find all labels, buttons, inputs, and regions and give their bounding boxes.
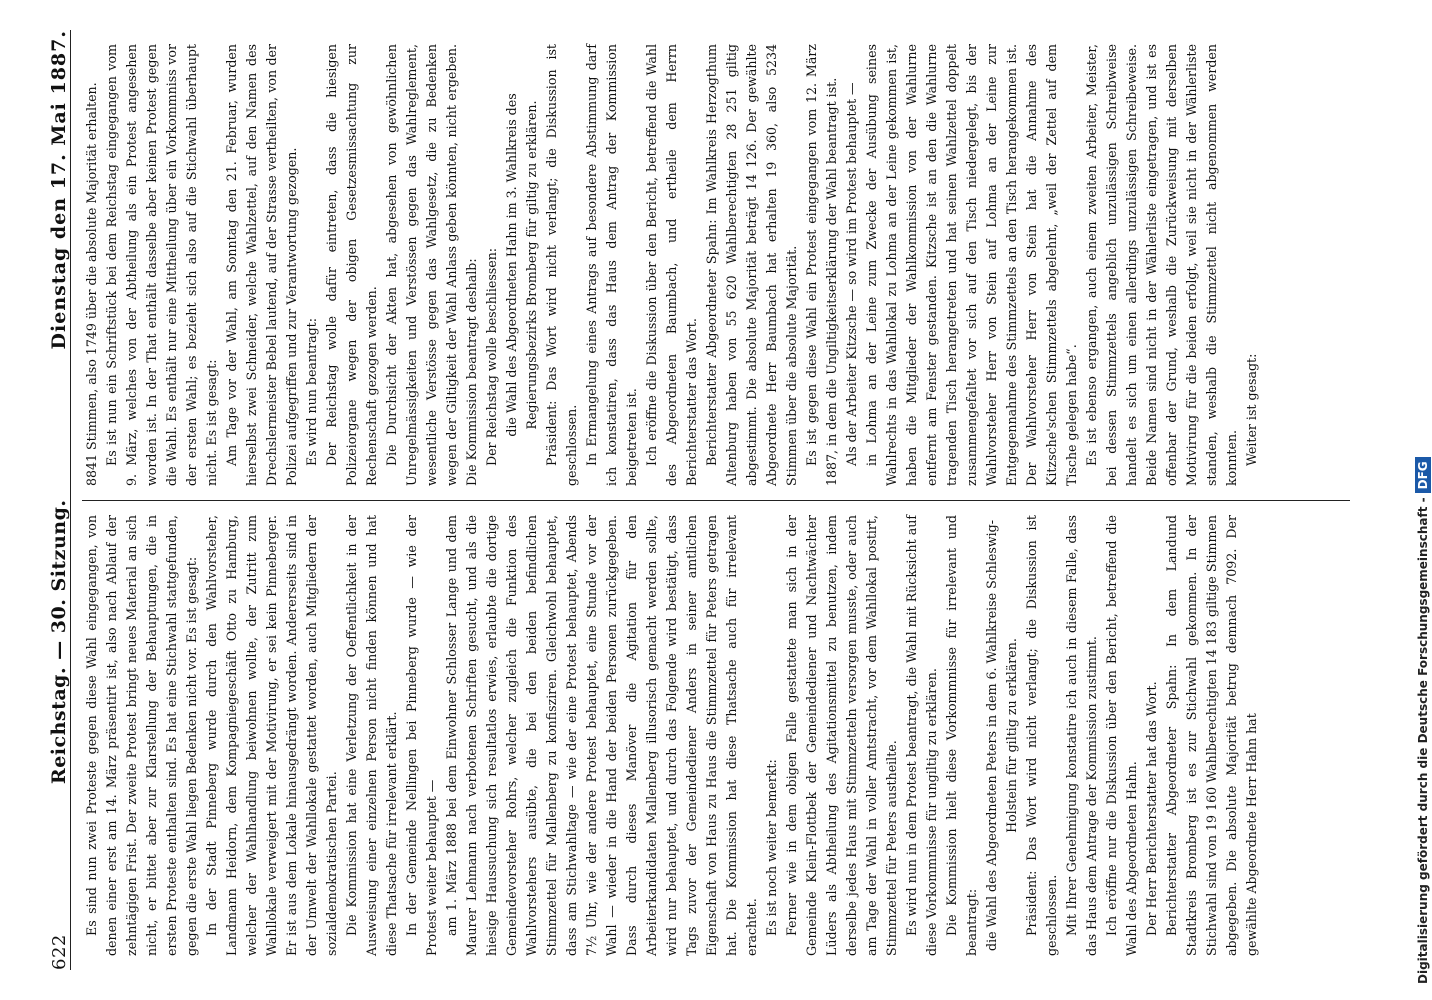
paragraph: Es ist ebenso ergangen, auch einem zweiten Arbeiter, Meister, bei dessen Stimmzettels angeblich unzulässigen Schreibweise handelt es sich um einen allerdings unzulässigen Schreibeweise. Beide Namen sind nicht in der Wählerliste eingetragen, und ist es offenbar der Grund, weshalb die Zurückweisung mit derselben Motivirung für die beiden erfolgt, weil sie nicht in der Wählerliste standen, weshalb die Stimmzettel nicht abgenommen werden konnten. [1084, 44, 1239, 486]
paragraph: Es sind nun zwei Proteste gegen diese Wahl eingegangen, von denen einer erst am 14. März präsentirt ist, also nach Ablauf der zehntägigen Frist. Der zweite Protest bringt neues Material an sich nicht, er bittet aber zur Klarstellung der Behauptungen, die in ersten Proteste enthalten sind. Es hat eine Stichwahl stattgefunden, gegen die erste Wahl liegen Bedenken nicht vor. Es ist gesagt: [84, 515, 199, 956]
paragraph: In der Stadt Pinneberg wurde durch den Wahlvorsteher, Landmann Heidorn, dem Kompagniegeschäft Otto zu Hamburg, welcher der Wahlhandlung beiwohnen wollte, der Zutritt zum Wahllokale verweigert mit der Motivirung, er sei kein Pinneberger. Er ist aus dem Lokale hinausgedrängt worden. Andererseits sind in der Umwelt der Wahllokale gestattet worden, auch Mitgliedern der sozialdemokratischen Partei. [204, 515, 339, 956]
page-date: Dienstag den 17. Mai 1887. [48, 30, 70, 350]
paragraph: 8841 Stimmen, also 1749 über die absolute Majorität erhalten. [84, 82, 99, 486]
page-header [32, 30, 71, 970]
paragraph: Es ist noch weiter bemerkt: [764, 759, 779, 936]
page-number: 622 [49, 934, 70, 970]
left-column [82, 500, 1350, 970]
paragraph: Berichterstatter Abgeordneter Spahn: Im Wahlkreis Herzogthum Altenburg haben von 55 620 Wahlberechtigten 28 251 giltig abgestimmt. Die absolute Majorität beträgt 14 126. Der gewählte Abgeordnete Herr Baumbach hat erhalten 19 360, also 5234 Stimmen über die absolute Majorität. [704, 44, 799, 486]
paragraph: Es ist gegen diese Wahl ein Protest eingegangen vom 12. März 1887, in dem die Ungiltigkeitserklärung der Wahl beantragt ist. [804, 44, 839, 486]
paragraph: die Wahl des Abgeordneten Peters in dem 6. Wahlkreise Schleswig-Holstein für giltig zu erklären. [984, 520, 1019, 951]
dfg-logo: DFG [1415, 457, 1431, 493]
paragraph: Am Tage vor der Wahl, am Sonntag den 21. Februar, wurden hierselbst zwei Schneider, welche Wahlzettel, auf den Namen des Drechslermeister Bebel lautend, auf der Strasse vertheilten, von der Polizei aufgegriffen und zur Verantwortung gezogen. [224, 44, 299, 486]
paragraph: die Wahl des Abgeordneten Hahn im 3. Wahlkreis des Regierungsbezirks Bromberg für giltig zu erklären. [504, 93, 539, 437]
paragraph: Der Reichstag wolle beschliessen: [484, 247, 499, 466]
paragraph: Berichterstatter Abgeordneter Spahn: In dem Landund Stadtkreis Bromberg ist es zur Stichwahl gekommen. In der Stichwahl sind von 19 160 Wahlberechtigten 14 183 giltige Stimmen abgegeben. Die absolute Majorität betrug demnach 7092. Der gewählte Abgeordnete Herr Hahn hat [1164, 515, 1259, 956]
right-column [82, 30, 1350, 500]
paragraph: in Lohma an der Leine zum Zwecke der Ausübung seines Wahlrechts in das Wahllokal zu Lohma an der Leine gekommen ist, haben die Mitglieder der Wahlkommission von der Wahlurne entfernt am Fenster gestanden. Kitzsche ist an den die Wahlurne tragenden Tisch herangetreten und hat seinen Wahlzettel doppelt zusammengefaltet vor sich auf den Tisch niedergelegt, bis der Wahlvorsteher Herr von Stein auf Lohma an der Leine zur Entgegennahme des Stimmzettels an den Tisch herangekommen ist. Der Wahlvorsteher Herr von Stein hat die Annahme des Kitzsche'schen Stimmzettels abgelehnt, „weil der Zettel auf dem Tische gelegen habe“. [864, 44, 1079, 486]
paragraph: Weiter ist gesagt: [1244, 353, 1259, 466]
paragraph: Ferner wie in dem obigen Falle gestattete man sich in der Gemeinde Klein-Flottbek der Gemeindediener und Nachtwächter Lüders als Abtheilung des Agitationsmittel zu benutzen, indem derselbe jedes Haus mit Stimmzetteln versorgen musste, oder auch am Tage der Wahl in voller Amtstracht, vor dem Wahllokal postirt, Stimmzettel für Peters austheilte. [784, 515, 899, 956]
paragraph: In der Gemeinde Nellingen bei Pinneberg wurde — wie der Protest weiter behauptet — [404, 515, 439, 956]
paragraph: Ich eröffne nur die Diskussion über den Bericht, betreffend die Wahl des Abgeordneten Hahn. [1104, 515, 1139, 956]
paragraph: Die Kommission hielt diese Vorkommnisse für irrelevant und beantragt: [944, 515, 979, 956]
paragraph: Es ist nun ein Schriftstück bei dem Reichstag eingegangen vom 9. März, welches von der Abtheilung als ein Protest angesehen worden ist. In der That enthält dasselbe aber keinen Protest gegen die Wahl. Es enthält nur eine Mittheilung über ein Vorkommniss vor der ersten Wahl; es bezieht sich also auf die Stichwahl überhaupt nicht. Es ist gesagt: [104, 44, 219, 486]
paragraph: Es wird nun in dem Protest beantragt, die Wahl mit Rücksicht auf diese Vorkommnisse für ungiltig zu erklären. [904, 515, 939, 956]
paragraph: Ich eröffne die Diskussion über den Bericht, betreffend die Wahl des Abgeordneten Baumbach, und ertheile dem Herrn Berichterstatter das Wort. [644, 44, 699, 486]
paragraph-president: Präsident: Das Wort wird nicht verlangt; die Diskussion ist geschlossen. [1024, 515, 1059, 956]
paragraph-president: Präsident: Das Wort wird nicht verlangt; die Diskussion ist geschlossen. [544, 44, 579, 486]
paragraph: In Ermangelung eines Antrags auf besondere Abstimmung darf ich konstatiren, dass das Haus dem Antrag der Kommission beigetreten ist. [584, 44, 639, 486]
page-title: Reichstag. — 30. Sitzung. [48, 499, 70, 785]
paragraph: Mit Ihrer Genehmigung konstatire ich auch in diesem Falle, dass das Haus dem Antrage der Kommission zustimmt. [1064, 515, 1099, 956]
paragraph: Es wird nun beantragt: [304, 318, 319, 466]
paragraph: Die Durchsicht der Akten hat, abgesehen von gewöhnlichen Unregelmässigkeiten und Verstössen gegen das Wahlreglement, wesentliche Verstösse gegen das Wahlgesetz, die zu Bedenken wegen der Giltigkeit der Wahl Anlass geben könnten, nicht ergeben. Die Kommission beantragt deshalb: [384, 44, 479, 486]
dfg-credit-text: Digitalisierung gefördert durch die Deutsche Forschungsgemeinschaft - [1416, 497, 1430, 984]
dfg-credit [1412, 0, 1432, 992]
dfg-footer-strip [1396, 0, 1432, 1000]
paragraph: Als der Arbeiter Kitzsche — so wird im Protest behauptet — [844, 82, 859, 466]
paragraph: Der Herr Berichterstatter hat das Wort. [1144, 681, 1159, 936]
text-columns [82, 30, 1350, 970]
paragraph: am 1. März 1888 bei dem Einwohner Schlosser Lange und dem Maurer Lehmann nach verbotenen Schriften gesucht, und als die hiesige Haussuchung sich resultatlos erwies, erlaubte die dortige Gemeindevorsteher Rohrs, welcher zugleich die Funktion des Wahlvorstehers ausübte, die bei den beiden befindlichen Stimmzettel für Mallenberg zu konfisziren. Gleichwohl behauptet, dass am Stichwahltage — wie der eine Protest behauptet, Abends 7½ Uhr, wie der andere Protest behauptet, eine Stunde vor der Wahl — wieder in die Hand der beiden Personen zurückgegeben. Dass durch dieses Manöver die Agitation für den Arbeiterkandidaten Mallenberg illusorisch gemacht werden sollte, wird nur behauptet, und durch das Folgende wird bestätigt, dass Tags zuvor der Gemeindediener Anders in seiner amtlichen Eigenschaft von Haus zu Haus die Stimmzettel für Peters getragen hat. Die Kommission hat diese Thatsache auch für irrelevant erachtet. [444, 515, 759, 956]
paragraph: Der Reichstag wolle dafür eintreten, dass die hiesigen Polizeiorgane wegen der obigen Gesetzesmissachtung zur Rechenschaft gezogen werden. [324, 44, 379, 486]
paragraph: Die Kommission hat eine Verletzung der Oeffentlichkeit in der Ausweisung einer einzelnen Person nicht finden können und hat diese Thatsache für irrelevant erklärt. [344, 515, 399, 956]
